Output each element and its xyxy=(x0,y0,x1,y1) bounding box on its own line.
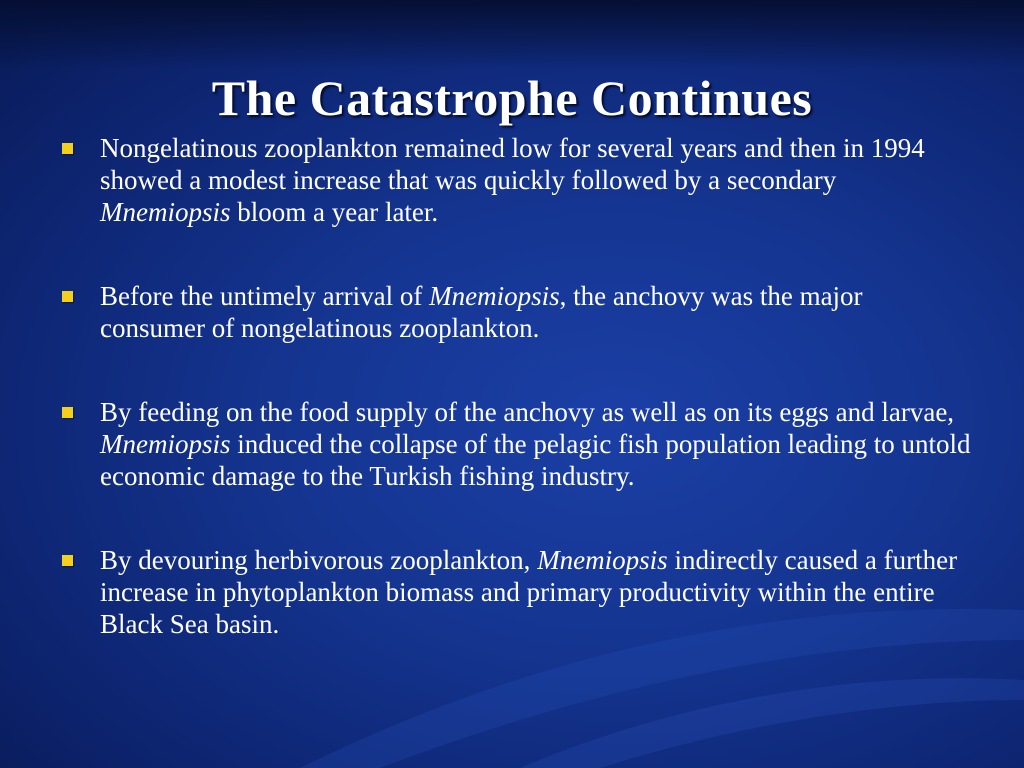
species-name: Mnemiopsis xyxy=(429,281,560,311)
bullet-text: By devouring herbivorous zooplankton, xyxy=(100,545,538,575)
bullet-list xyxy=(62,132,972,640)
bullet-item xyxy=(62,544,972,640)
species-name: Mnemiopsis xyxy=(100,197,231,227)
bullet-square-icon xyxy=(62,291,73,302)
bullet-text: , the anchovy was the major consumer of nongelatinous zooplankton. xyxy=(100,281,863,343)
species-name: Mnemiopsis xyxy=(100,429,231,459)
species-name: Mnemiopsis xyxy=(537,545,668,575)
bullet-text: indirectly caused a further increase in phytoplankton biomass and primary productivity within the entire Black Sea basin. xyxy=(100,545,958,639)
bullet-text: induced the collapse of the pelagic fish population leading to untold economic damage to the Turkish fishing industry. xyxy=(100,429,971,491)
slide-title: The Catastrophe Continues xyxy=(211,69,813,126)
bullet-item xyxy=(62,396,972,492)
bullet-square-icon xyxy=(62,555,73,566)
bullet-square-icon xyxy=(62,407,73,418)
bullet-text: By feeding on the food supply of the anchovy as well as on its eggs and larvae, xyxy=(100,397,955,427)
bullet-text: bloom a year later. xyxy=(230,197,439,227)
bullet-item xyxy=(62,132,972,228)
bullet-text: Before the untimely arrival of xyxy=(100,281,430,311)
bullet-text: Nongelatinous zooplankton remained low for several years and then in 1994 showed a modest increase that was quickly followed by a secondary xyxy=(100,133,925,195)
bullet-item xyxy=(62,280,972,344)
bullet-square-icon xyxy=(62,143,73,154)
